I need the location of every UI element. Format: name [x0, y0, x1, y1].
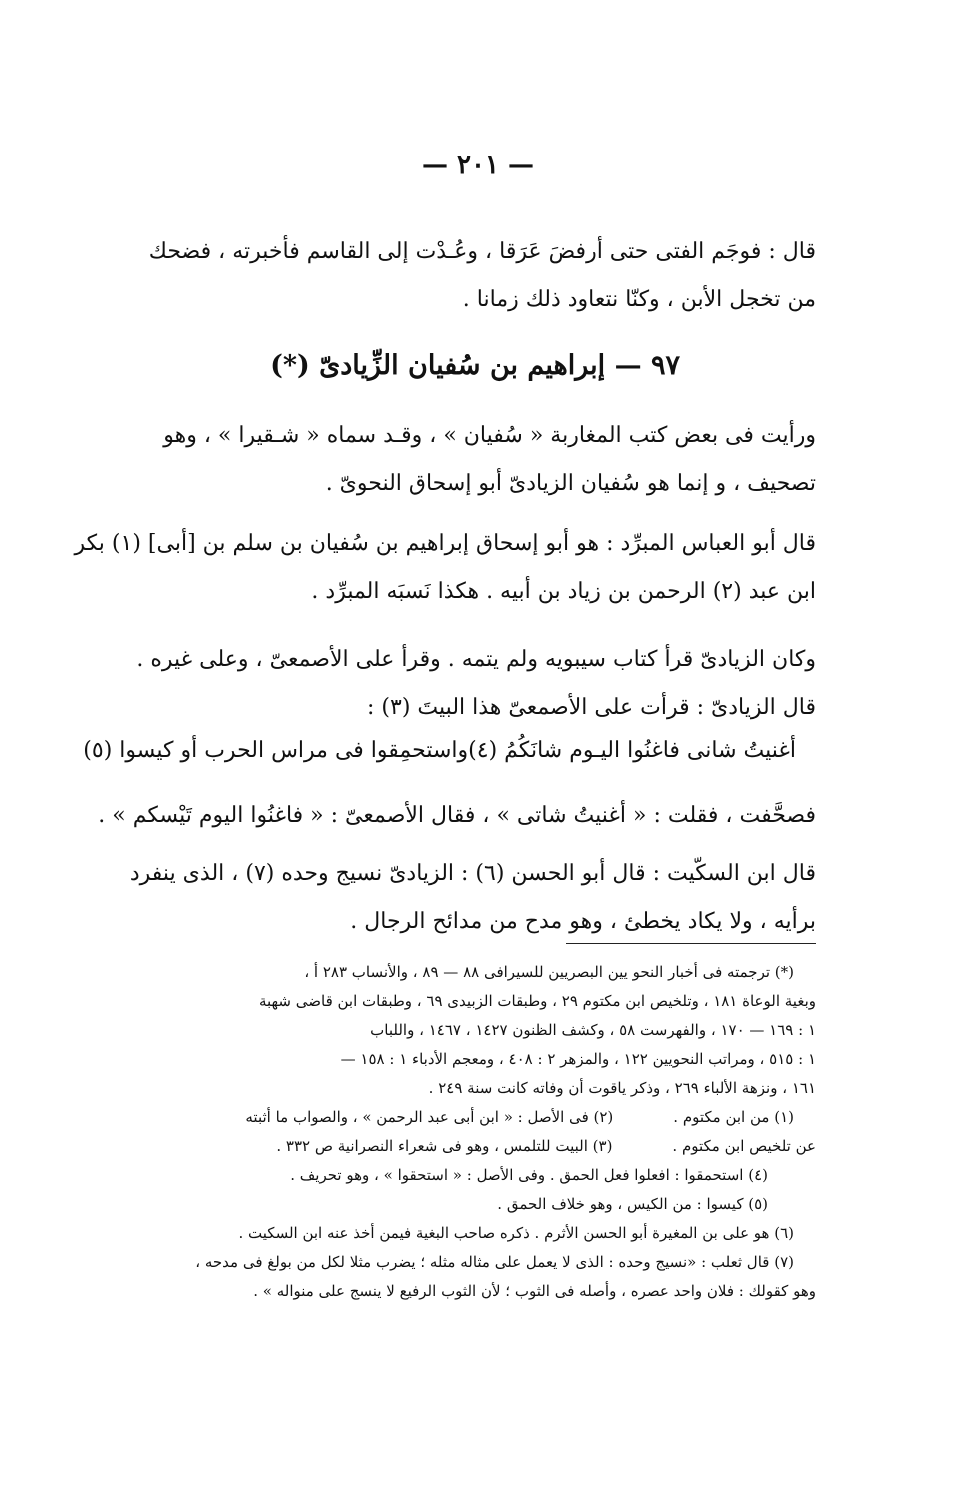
- footnote-1: (١) من ابن مكتوم .: [673, 1108, 794, 1126]
- footnote-line: ١ : ١٦٩ — ١٧٠ ، والفهرست ٥٨ ، وكشف الظنون ١٤٢٧ ، ١٤٦٧ ، واللباب: [370, 1021, 816, 1039]
- page-number: — ٢٠١ —: [421, 150, 535, 180]
- text-line: ورأيت فى بعض كتب المغاربة « سُفيان » ، وقـد سماه « شـقيرا » ، وهو: [163, 423, 816, 448]
- poem-verse: [83, 738, 796, 763]
- footnote-separator: [566, 943, 816, 944]
- entry-study: [126, 636, 816, 732]
- text-line: قال أبو العباس المبرِّد : هو أبو إسحاق إبراهيم بن سُفيان بن سلم بن [أبى] (١) بكر: [74, 531, 816, 556]
- text-line: برأيه ، ولا يكاد يخطئ ، وهو مدح من مدائح الرجال .: [350, 909, 816, 934]
- poem-right-hemistich: أغنيتُ شانى فاغنُوا اليـوم شانَكُمُ (٤): [468, 738, 796, 763]
- entry-after-poem: [98, 792, 816, 946]
- text-line: قال ابن السكّيت : قال أبو الحسن (٦) : الزيادىّ نسيج وحده (٧) ، الذى ينفرد: [129, 861, 816, 886]
- entry-intro: [126, 412, 816, 508]
- entry-heading: ٩٧ — إبراهيم بن سُفيان الزِّيادىّ (*): [270, 350, 680, 381]
- footnote-7: (٧) قال ثعلب : «نسيج وحده : الذى لا يعمل على مثاله مثله ؛ يضرب مثلا لكل من بولغ فى مدحه ،: [195, 1253, 794, 1271]
- top-paragraph: [126, 228, 816, 324]
- footnote-line: [126, 1132, 816, 1161]
- footnote-line: ١٦١ ، ونزهة الألباء ٢٦٩ ، وذكر ياقوت أن وفاته كانت سنة ٢٤٩ .: [428, 1079, 816, 1097]
- text-line: قال الزيادىّ : قرأت على الأصمعىّ هذا البيتَ (٣) :: [367, 695, 816, 720]
- text-line: قال : فوجَم الفتى حتى أرفضَ عَرَقا ، وعُـدْت إلى القاسم فأخبرته ، فضحك: [148, 239, 816, 264]
- footnote-5: (٥) كيسوا : من الكيس ، وهو خلاف الحمق .: [497, 1195, 768, 1213]
- footnote-line: (*) ترجمته فى أخبار النحو يين البصريين للسيرافى ٨٨ — ٨٩ ، والأنساب ٢٨٣ أ ،: [304, 963, 794, 981]
- footnote-7-cont: وهو كقولك : فلان واحد عصره ، وأصله فى الثوب ؛ لأن الثوب الرفيع لا ينسج على منواله » .: [253, 1282, 816, 1300]
- footnote-line: ١ : ٥١٥ ، ومراتب النحويين ١٢٢ ، والمزهر ٢ : ٤٠٨ ، ومعجم الأدباء ١ : ١٥٨ —: [340, 1050, 816, 1068]
- poem-left-hemistich: واستحمِقوا فى مراس الحرب أو كيسوا (٥): [83, 738, 469, 763]
- text-line: تصحيف ، و إنما هو سُفيان الزيادىّ أبو إسحاق النحوىّ .: [325, 471, 816, 496]
- footnote-2-cont: عن تلخيص ابن مكتوم .: [672, 1137, 816, 1155]
- text-line: ابن عبد (٢) الرحمن بن زياد بن أبيه . هكذا نَسبَه المبرِّد .: [311, 579, 816, 604]
- text-line: وكان الزيادىّ قرأ كتاب سيبويه ولم يتمه . وقرأ على الأصمعىّ ، وعلى غيره .: [136, 647, 816, 672]
- footnote-4: (٤) استحمقوا : افعلوا فعل الحمق . وفى الأصل : « استحقوا » ، وهو تحريف .: [290, 1166, 768, 1184]
- footnote-line: [126, 1103, 816, 1132]
- text-line: من تخجل الأبن ، وكنّا نتعاود ذلك زمانا .: [462, 287, 816, 312]
- footnote-2: (٢) فى الأصل : « ابن أبى عبد الرحمن » ، والصواب ما أثبته: [245, 1108, 614, 1126]
- footnote-6: (٦) هو على بن المغيرة أبو الحسن الأثرم . ذكره صاحب البغية فيمن أخذ عنه ابن السكيت .: [238, 1224, 794, 1242]
- entry-lineage: [74, 520, 816, 616]
- footnote-line: وبغية الوعاة ١٨١ ، وتلخيص ابن مكتوم ٢٩ ، وطبقات الزبيدى ٦٩ ، وطبقات ابن قاضى شهبة: [258, 992, 816, 1010]
- footnote-3: (٣) البيت للتلمس ، وهو فى شعراء النصرانية ص ٣٣٢ .: [276, 1137, 613, 1155]
- footnotes: [126, 958, 816, 1306]
- text-line: فصحَّفت ، فقلت : « أغنيتُ شاتى » ، فقال الأصمعىّ : « فاغنُوا اليوم تَيْسكم » .: [98, 803, 816, 828]
